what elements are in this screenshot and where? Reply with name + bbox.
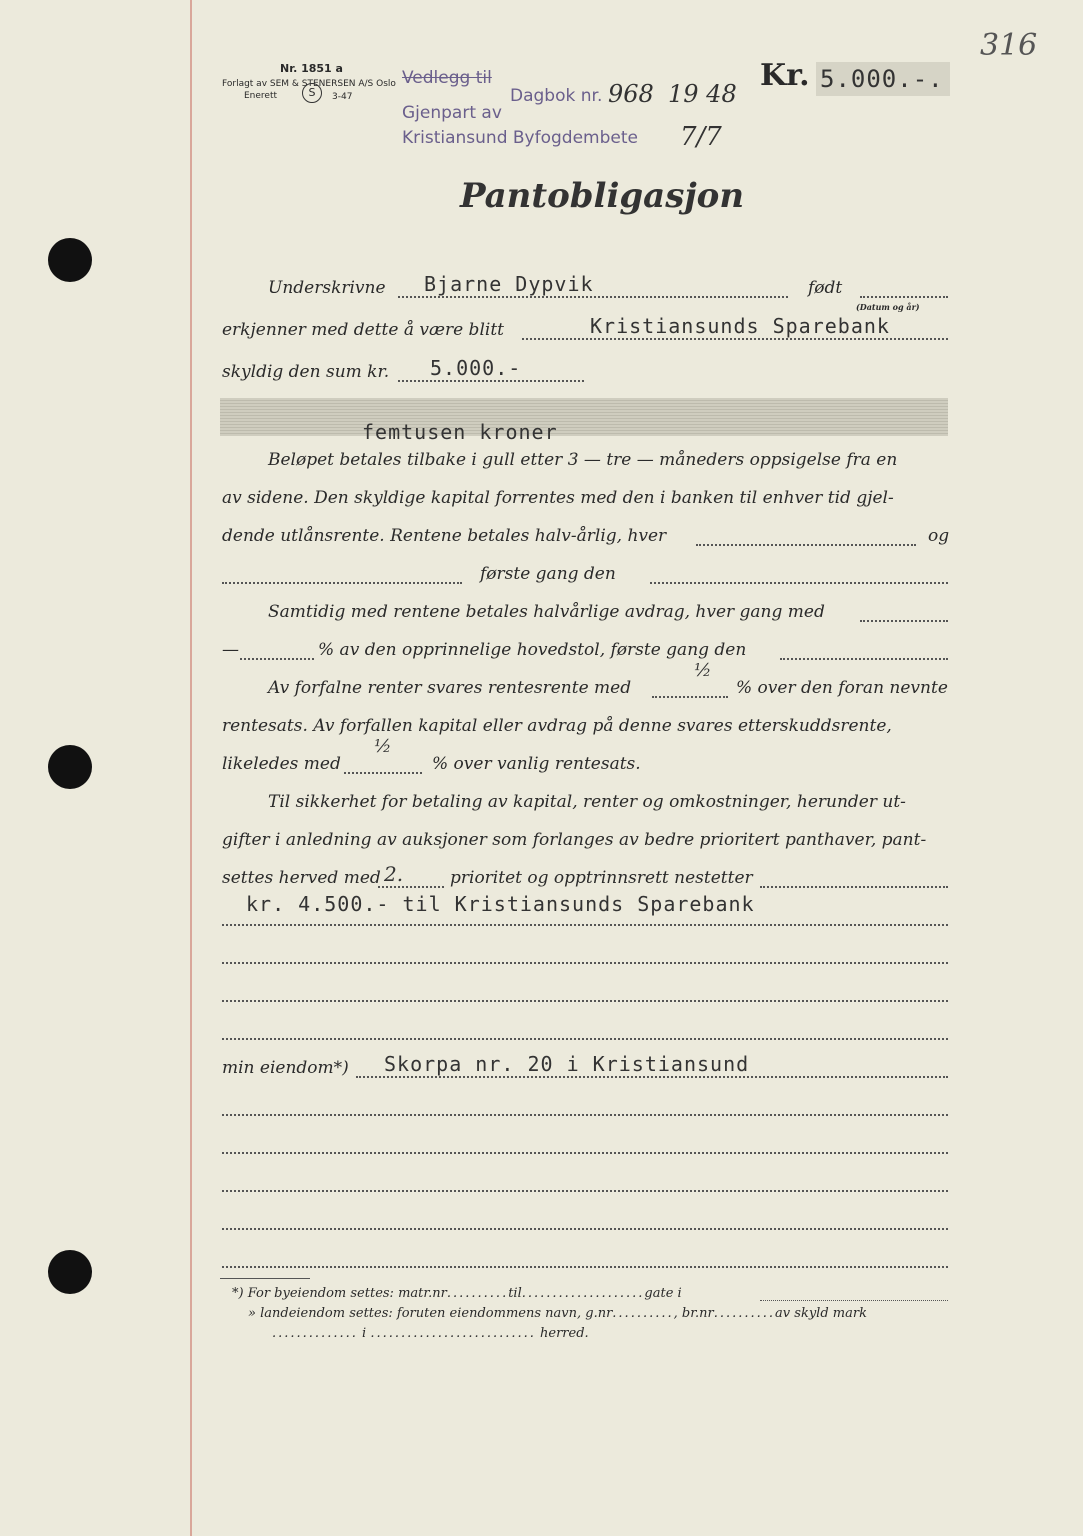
dagbok-number: 968 [608, 80, 654, 108]
stamp-year: 19 48 [668, 80, 737, 108]
body-line-9: likeledes med [222, 754, 341, 774]
footnote-text: , br.nr [673, 1306, 714, 1321]
form-enerett: Enerett [244, 91, 278, 101]
footnote-line-3: .............. i ........................... herred. [272, 1326, 589, 1341]
dot-leader [860, 296, 948, 298]
form-date-code: 3-47 [332, 92, 353, 102]
dot-leader [760, 1300, 948, 1301]
dot-leader [222, 1228, 948, 1230]
fodt-hint: (Datum og år) [856, 302, 920, 312]
document-title: Pantobligasjon [460, 176, 745, 216]
publisher-logo: S [302, 83, 322, 103]
stamp-date: 7/7 [680, 122, 722, 152]
dot-leader [222, 1000, 948, 1002]
punch-hole [48, 238, 92, 282]
dot-leader [222, 962, 948, 964]
punch-hole [48, 745, 92, 789]
creditor-value: Kristiansunds Sparebank [590, 314, 890, 338]
stamp-gjenpart: Gjenpart av [402, 103, 502, 123]
dot-leader [378, 886, 444, 888]
body-line-6-start: — [222, 640, 239, 660]
footnote-text: av skyld mark [775, 1306, 867, 1321]
eiendom-label: min eiendom*) [222, 1058, 349, 1078]
footnote-rule [220, 1278, 310, 1279]
dot-leader [222, 1152, 948, 1154]
footnote-text: til [508, 1286, 522, 1301]
body-line-4: første gang den [480, 564, 616, 584]
dot-leader [222, 1266, 948, 1268]
page-number: 316 [980, 28, 1038, 63]
body-line-7-end: % over den foran nevnte [736, 678, 948, 698]
body-line-12: settes herved med [222, 868, 381, 888]
dot-leader [222, 924, 948, 926]
dot-leader [222, 582, 462, 584]
body-line-3-end: og [928, 526, 950, 546]
form-publisher: Forlagt av SEM & STENERSEN A/S Oslo [222, 79, 396, 89]
dot-leader [240, 658, 314, 660]
rentesrente-value: ½ [694, 660, 712, 681]
sum-words: femtusen kroner [362, 420, 558, 444]
body-line-9-end: % over vanlig rentesats. [432, 754, 641, 774]
underskrivne-value: Bjarne Dypvik [424, 272, 594, 296]
dot-leader [650, 582, 948, 584]
dot-leader [222, 1190, 948, 1192]
dot-leader [222, 1038, 948, 1040]
footnote-text: » landeiendom settes: foruten eiendommens navn, g.nr [248, 1306, 613, 1321]
dot-leader [344, 772, 422, 774]
footnote-text: i [362, 1326, 367, 1341]
dot-leader [860, 620, 948, 622]
body-line-8: rentesats. Av forfallen kapital eller avdrag på denne svares etterskuddsrente, [222, 716, 892, 736]
stamp-office: Kristiansund Byfogdembete [402, 128, 638, 148]
dot-leader [522, 338, 948, 340]
body-line-6: % av den opprinnelige hovedstol, første gang den [318, 640, 747, 660]
footnote-text: gate i [644, 1286, 682, 1301]
erkjenner-label: erkjenner med dette å være blitt [222, 320, 504, 340]
margin-rule [190, 0, 192, 1536]
footnote-text: herred. [540, 1326, 589, 1341]
punch-hole [48, 1250, 92, 1294]
footnote-text: *) For byeiendom settes: matr.nr [232, 1286, 447, 1301]
skyldig-label: skyldig den sum kr. [222, 362, 390, 382]
body-line-2: av sidene. Den skyldige kapital forrentes med den i banken til enhver tid gjel- [222, 488, 894, 508]
stamp-vedlegg: Vedlegg til [402, 68, 492, 88]
dot-leader [222, 1114, 948, 1116]
dot-leader [398, 380, 584, 382]
body-line-11: gifter i anledning av auksjoner som forlanges av bedre prioritert panthaver, pant- [222, 830, 927, 850]
etterskudd-value: ½ [374, 736, 392, 757]
body-line-3: dende utlånsrente. Rentene betales halv-årlig, hver [222, 526, 667, 546]
footnote-line-2: » landeiendom settes: foruten eiendommens navn, g.nr.........., br.nr..........av skyld mark [248, 1306, 867, 1321]
body-line-5: Samtidig med rentene betales halvårlige avdrag, hver gang med [268, 602, 825, 622]
body-line-10: Til sikkerhet for betaling av kapital, renter og omkostninger, herunder ut- [268, 792, 906, 812]
stamp-dagbok-label: Dagbok nr. [510, 86, 603, 106]
priority-value: 2. [384, 862, 404, 886]
dot-leader [398, 296, 788, 298]
amount-value: 5.000.-. [816, 62, 950, 96]
body-line-12-end: prioritet og opptrinnsrett nestetter [450, 868, 753, 888]
prior-debt: kr. 4.500.- til Kristiansunds Sparebank [246, 892, 755, 916]
fodt-label: født [808, 278, 843, 298]
eiendom-value: Skorpa nr. 20 i Kristiansund [384, 1052, 750, 1076]
underskrivne-label: Underskrivne [268, 278, 386, 298]
dot-leader [780, 658, 948, 660]
amount-label: Kr. [760, 58, 810, 93]
form-number: Nr. 1851 a [280, 62, 343, 75]
dot-leader [760, 886, 948, 888]
dot-leader [356, 1076, 948, 1078]
sum-value: 5.000.- [430, 356, 522, 380]
body-line-7: Av forfalne renter svares rentesrente med [268, 678, 632, 698]
sum-words-field [220, 398, 948, 436]
dot-leader [652, 696, 728, 698]
footnote-line-1: *) For byeiendom settes: matr.nr..........til....................gate i [232, 1286, 682, 1301]
dot-leader [696, 544, 916, 546]
body-line-1: Beløpet betales tilbake i gull etter 3 — tre — måneders oppsigelse fra en [268, 450, 898, 470]
